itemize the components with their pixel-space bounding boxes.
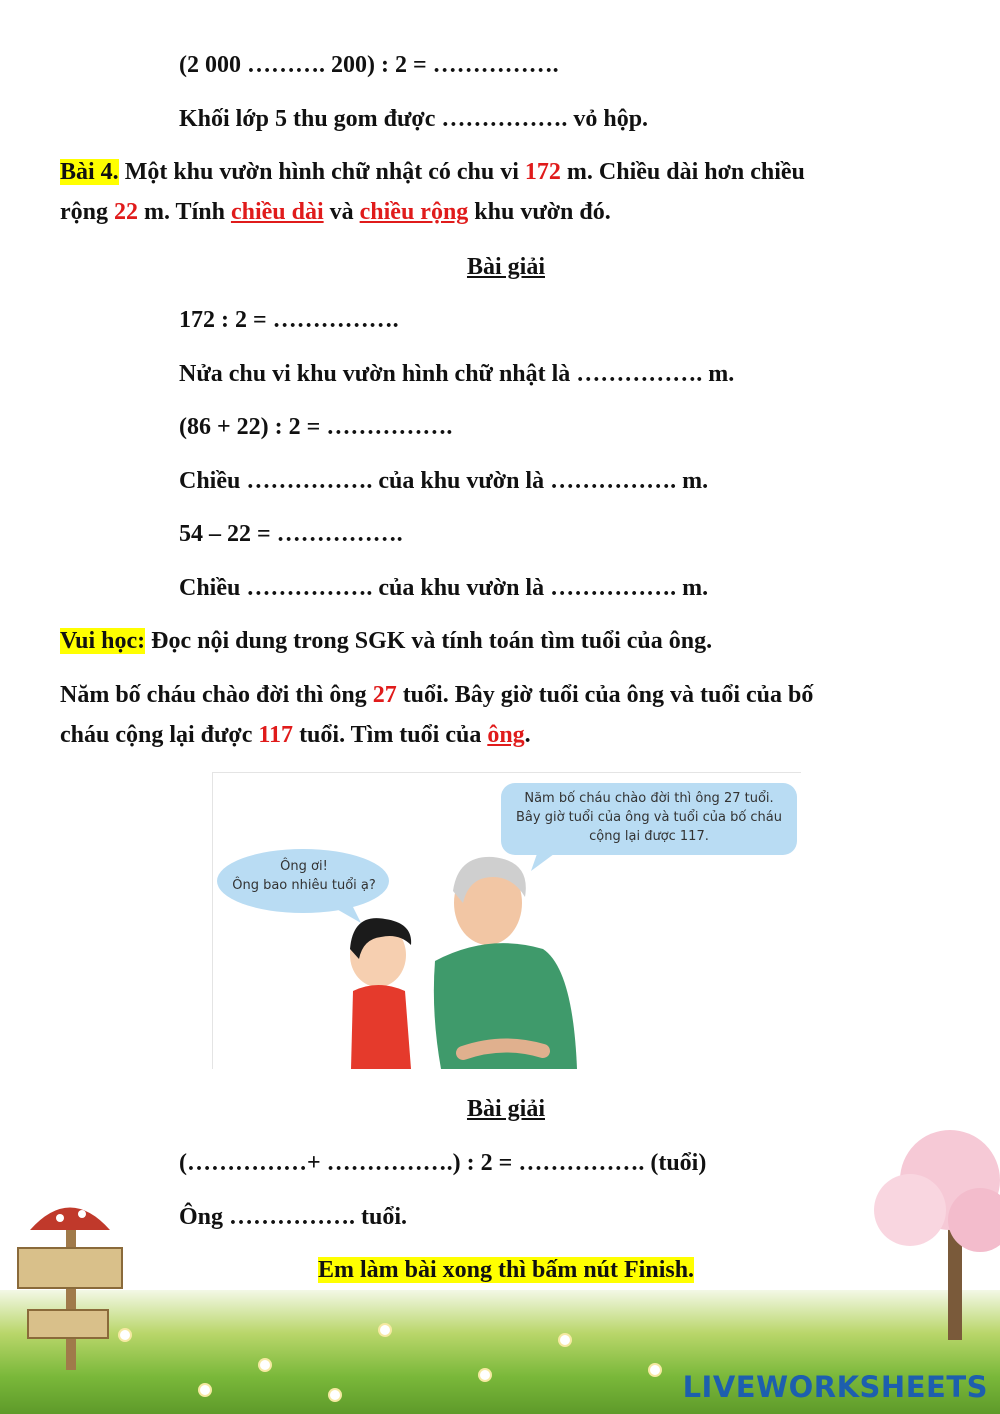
keyword-chieu-rong: chiều rộng (359, 199, 469, 225)
text: tuổi. Tìm tuổi của (293, 722, 488, 748)
text: Một khu vườn hình chữ nhật có chu vi (118, 159, 525, 185)
answer-step-1: (……………+ …………….) : 2 = ……………. (tuổi) (179, 1150, 707, 1176)
signpost-decoration (10, 1190, 130, 1370)
boy-shirt (351, 985, 411, 1069)
keyword-ong: ông (487, 722, 525, 748)
text: m. Chiều dài hơn chiều (560, 159, 805, 185)
liveworksheets-logo: LIVEWORKSHEETS (682, 1370, 988, 1404)
value-22: 22 (114, 199, 138, 225)
solution-heading-1 (6, 252, 1000, 282)
text: m. Tính (138, 199, 231, 225)
textbook-illustration (212, 772, 801, 1069)
sign-board (18, 1248, 122, 1288)
illustration-drawing (213, 773, 801, 1069)
line-equation-1: (2 000 ………. 200) : 2 = ……………. (179, 52, 559, 78)
keyword-chieu-dai: chiều dài (230, 199, 324, 225)
text: cháu cộng lại được (60, 722, 259, 748)
text: tuổi. Bây giờ tuổi của ông và tuổi của bố (396, 682, 814, 708)
vui-hoc-label: Vui học: (60, 628, 146, 654)
text: rộng (60, 199, 114, 225)
text: Đọc nội dung trong SGK và tính toán tìm tuổi của ông. (145, 628, 713, 654)
line-result-1: Khối lớp 5 thu gom được ……………. vỏ hộp. (179, 106, 649, 132)
step-3: (86 + 22) : 2 = ……………. (179, 414, 453, 440)
text: . (524, 722, 531, 748)
flower-icon (480, 1370, 490, 1380)
text: Năm bố cháu chào đời thì ông (60, 682, 373, 708)
flower-icon (380, 1325, 390, 1335)
bubble-text: Năm bố cháu chào đời thì ông 27 tuổi. (524, 791, 774, 806)
finish-text: Em làm bài xong thì bấm nút Finish. (317, 1257, 695, 1283)
step-5: 54 – 22 = ……………. (179, 521, 403, 547)
value-172: 172 (524, 159, 561, 185)
grandpa-bubble-tail (531, 851, 558, 871)
flower-icon (260, 1360, 270, 1370)
vui-hoc-line (60, 626, 712, 656)
step-2: Nửa chu vi khu vườn hình chữ nhật là ……………. m. (179, 361, 735, 387)
mushroom-roof-icon (30, 1208, 110, 1231)
answer-step-2: Ông ……………. tuổi. (179, 1204, 408, 1230)
problem-line-1 (60, 680, 813, 710)
cherry-tree-decoration (830, 1110, 1000, 1340)
heading-text: Bài giải (466, 254, 545, 280)
bubble-text: Ông bao nhiêu tuổi ạ? (232, 878, 376, 893)
step-1: 172 : 2 = ……………. (179, 307, 399, 333)
bubble-text: Bây giờ tuổi của ông và tuổi của bố cháu (516, 810, 782, 825)
bai4-line-1 (60, 157, 805, 187)
value-117: 117 (258, 722, 294, 748)
text: khu vườn đó. (468, 199, 611, 225)
bubble-text: Ông ơi! (280, 859, 328, 874)
step-4: Chiều ……………. của khu vườn là ……………. m. (179, 468, 709, 494)
bubble-text: cộng lại được 117. (589, 829, 709, 844)
text: và (323, 199, 360, 225)
problem-line-2 (60, 720, 531, 750)
bai4-label: Bài 4. (60, 159, 119, 185)
flower-icon (650, 1365, 660, 1375)
flower-icon (560, 1335, 570, 1345)
grandpa-hand (463, 1045, 543, 1053)
boy-speech-bubble (221, 857, 387, 895)
flower-icon (200, 1385, 210, 1395)
flower-icon (330, 1390, 340, 1400)
heading-text: Bài giải (466, 1096, 545, 1122)
value-27: 27 (372, 682, 397, 708)
bai4-line-2 (60, 197, 611, 227)
step-6: Chiều ……………. của khu vườn là ……………. m. (179, 575, 709, 601)
